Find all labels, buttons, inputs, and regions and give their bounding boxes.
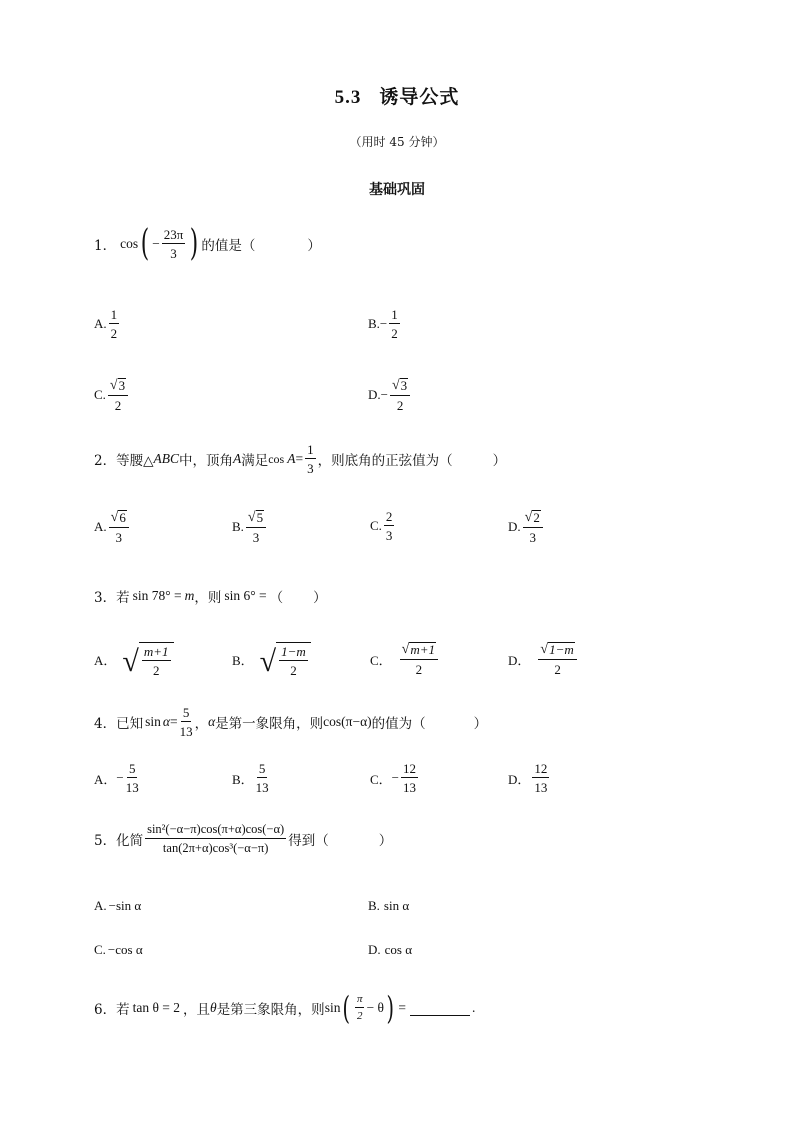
question-1	[94, 223, 321, 264]
fraction	[384, 510, 395, 542]
question-number: 1．	[94, 238, 117, 254]
question-3	[94, 586, 327, 606]
numerator: 5	[182, 705, 190, 720]
option-label: A．	[94, 771, 117, 787]
numerator: √ 6	[109, 510, 129, 528]
angle-variable: A	[232, 451, 242, 466]
section-heading: 基础巩固	[369, 182, 425, 198]
numerator: 1	[110, 307, 118, 322]
left-paren: (	[342, 989, 351, 1027]
option-text: −sin α	[108, 898, 142, 913]
fraction	[142, 645, 171, 677]
numerator: 2	[385, 509, 393, 524]
denominator: 3	[385, 528, 393, 543]
alpha: α	[208, 714, 216, 729]
q5-option-d[interactable]	[368, 942, 412, 958]
option-label: D．	[508, 771, 531, 787]
text: 得到（	[288, 832, 329, 849]
page-title	[0, 82, 794, 109]
radicand: 5	[256, 510, 264, 525]
expression: sin 6° =	[224, 588, 267, 603]
question-4	[94, 706, 487, 738]
minus-sign: −	[152, 236, 160, 251]
minus-sign: −	[116, 770, 124, 785]
q3-option-d[interactable]	[508, 642, 579, 676]
numerator: √ 2	[523, 510, 543, 528]
sin-fn: sin	[324, 1000, 341, 1015]
text: 是第三象限角，则	[216, 1002, 325, 1018]
q1-option-d[interactable]	[368, 378, 412, 412]
fraction	[532, 762, 549, 794]
fraction	[145, 823, 286, 854]
question-number: 2．	[94, 453, 117, 469]
q1-option-c[interactable]	[94, 378, 130, 412]
q2-option-d[interactable]	[508, 510, 545, 544]
q1-option-b[interactable]	[368, 308, 402, 340]
numerator: π	[355, 994, 365, 1008]
numerator: 1−m	[281, 644, 306, 659]
right-paren: )	[190, 223, 199, 264]
question-number: 3．	[94, 590, 117, 606]
option-label: A.	[94, 519, 107, 535]
option-label: B．	[232, 653, 254, 668]
variable-m: m	[184, 588, 195, 603]
q2-option-b[interactable]	[232, 510, 268, 544]
fraction	[400, 642, 438, 676]
text: 的值为（	[371, 716, 426, 732]
text: ，且	[183, 1002, 211, 1018]
option-label: C.	[370, 518, 382, 533]
numerator: 23π	[163, 227, 184, 242]
fraction	[108, 378, 128, 412]
denominator: 2	[114, 398, 122, 414]
option-label: C.	[94, 387, 106, 403]
answer-close: ）	[313, 590, 327, 606]
denominator: 13	[255, 780, 269, 795]
title-number: 5.3	[334, 87, 362, 108]
expression: tan θ = 2	[132, 1000, 181, 1015]
option-text: −cos α	[107, 942, 143, 957]
option-label: A.	[94, 898, 107, 913]
square-root: √ $\frac{m+1}{2}$	[122, 642, 173, 677]
fraction	[109, 510, 129, 544]
numerator: √ 5	[246, 510, 266, 528]
radicand: 2	[533, 510, 540, 525]
numerator: 12	[403, 761, 417, 776]
angle-variable: A	[287, 451, 296, 466]
question-6	[94, 989, 476, 1027]
denominator: 2	[290, 663, 297, 678]
fraction	[523, 510, 543, 544]
sin-fn: sin	[145, 714, 161, 729]
denominator: 2	[152, 663, 160, 678]
title-text: 诱导公式	[379, 86, 460, 108]
minus-sign: −	[379, 316, 388, 331]
numerator: m+1	[143, 644, 169, 659]
denominator: 3	[115, 530, 122, 546]
denominator: tan(2π+α)cos³(−α−π)	[162, 840, 269, 855]
q1-option-a[interactable]	[94, 308, 121, 340]
fraction	[109, 308, 120, 340]
answer-close: ）	[473, 716, 488, 732]
question-number: 4．	[94, 716, 117, 732]
minus-sign: −	[380, 387, 388, 403]
option-text: sin α	[383, 898, 410, 913]
numerator: 1	[391, 307, 398, 322]
question-number: 5．	[94, 832, 117, 849]
minus-sign: −	[391, 770, 400, 785]
numerator: √ m+1	[400, 642, 438, 660]
text: 已知	[116, 716, 144, 732]
answer-close: ）	[378, 832, 393, 849]
triangle-name: ABC	[153, 451, 179, 466]
radicand: 6	[119, 510, 126, 525]
denominator: 3	[252, 530, 260, 546]
fraction	[279, 645, 308, 677]
option-label: C．	[370, 771, 392, 787]
option-label: B.	[368, 316, 380, 331]
text: 中，顶角	[178, 453, 233, 469]
right-paren: )	[386, 989, 394, 1027]
text: 若	[116, 590, 130, 606]
option-label: D．	[508, 652, 531, 668]
numerator: √ 3	[390, 378, 410, 396]
fraction	[246, 510, 266, 544]
option-label: B．	[232, 771, 254, 787]
denominator: 2	[356, 1010, 363, 1022]
denominator: 13	[534, 780, 548, 795]
option-label: D.	[368, 942, 381, 957]
option-label: A．	[94, 653, 117, 668]
numerator: sin²(−α−π)cos(π+α)cos(−α)	[145, 823, 286, 839]
option-label: B.	[368, 898, 380, 913]
fraction	[126, 762, 139, 794]
alpha: α	[162, 714, 170, 729]
denominator: 13	[403, 780, 417, 795]
fraction	[389, 308, 400, 340]
text: ，则	[194, 590, 222, 606]
q5-option-b[interactable]	[368, 898, 409, 914]
option-label: B.	[232, 519, 244, 535]
answer-close: ）	[307, 238, 321, 254]
radicand: 1−m	[549, 642, 574, 657]
option-label: D.	[368, 387, 381, 403]
fraction	[401, 762, 418, 794]
question-tail: 的值是（	[201, 238, 256, 254]
q2-option-a[interactable]	[94, 510, 131, 544]
q4-option-d[interactable]	[508, 762, 551, 794]
numerator: 5	[128, 761, 136, 776]
q3-option-c[interactable]	[370, 642, 440, 676]
answer-close: ）	[492, 453, 507, 469]
text: （	[269, 590, 284, 606]
fraction	[390, 378, 410, 412]
q4-option-b[interactable]	[232, 762, 271, 794]
text: 化简	[116, 832, 144, 849]
denominator: 3	[307, 461, 314, 476]
denominator: 3	[170, 246, 177, 261]
expression: sin 78° =	[132, 588, 182, 603]
numerator: 12	[534, 761, 548, 776]
radicand: m+1	[410, 642, 436, 657]
text: 若	[116, 1002, 130, 1018]
q3-option-b[interactable]	[232, 642, 311, 677]
square-root: √ $\frac{1-m}{2}$	[260, 642, 311, 677]
expression: cos(π−α)	[323, 714, 372, 729]
denominator: 2	[391, 326, 398, 341]
q5-option-c[interactable]	[94, 942, 143, 958]
option-label: C.	[94, 942, 106, 957]
time-limit: （用时 45 分钟）	[349, 135, 445, 149]
q4-option-c[interactable]	[370, 762, 420, 794]
equals-sign: =	[295, 451, 304, 466]
cos-fn: cos	[268, 451, 285, 466]
option-label: D.	[508, 519, 521, 535]
fraction	[180, 706, 193, 738]
q3-option-a[interactable]	[94, 642, 174, 677]
left-paren: (	[140, 223, 150, 264]
denominator: 2	[396, 398, 404, 414]
equals-sign: =	[398, 1000, 407, 1015]
radicand: 3	[118, 378, 126, 393]
fraction	[538, 642, 576, 676]
option-label: A.	[94, 316, 107, 331]
denominator: 13	[125, 780, 139, 795]
fraction	[305, 443, 316, 475]
q5-option-a[interactable]	[94, 898, 141, 914]
denominator: 2	[110, 326, 118, 341]
theta: θ	[210, 1000, 217, 1015]
text: ，则底角的正弦值为（	[317, 453, 453, 469]
expression: − θ	[366, 1000, 384, 1015]
cos-fn: cos	[120, 236, 139, 251]
answer-blank[interactable]	[410, 1001, 470, 1016]
denominator: 2	[554, 662, 561, 678]
fraction	[162, 228, 186, 260]
denominator: 13	[179, 724, 193, 739]
text: ，	[194, 716, 209, 732]
equals-sign: =	[169, 714, 178, 729]
q4-option-a[interactable]	[94, 762, 141, 794]
question-5	[94, 823, 392, 854]
question-2	[94, 443, 506, 475]
fraction	[355, 994, 365, 1022]
denominator: 2	[415, 662, 423, 678]
option-text: cos α	[384, 942, 413, 957]
numerator: 1	[307, 442, 314, 457]
text: 是第一象限角，则	[215, 716, 324, 732]
period: .	[472, 1000, 476, 1015]
fraction	[256, 762, 269, 794]
question-number: 6．	[94, 1002, 117, 1018]
q2-option-c[interactable]	[370, 510, 396, 542]
text: 满足	[241, 453, 269, 469]
option-label: C．	[370, 652, 392, 668]
numerator: 5	[258, 761, 266, 776]
denominator: 3	[529, 530, 536, 546]
text: 等腰△	[116, 453, 154, 469]
radicand: 3	[400, 378, 408, 393]
numerator: √ 3	[108, 378, 128, 396]
numerator: √ 1−m	[538, 642, 576, 660]
